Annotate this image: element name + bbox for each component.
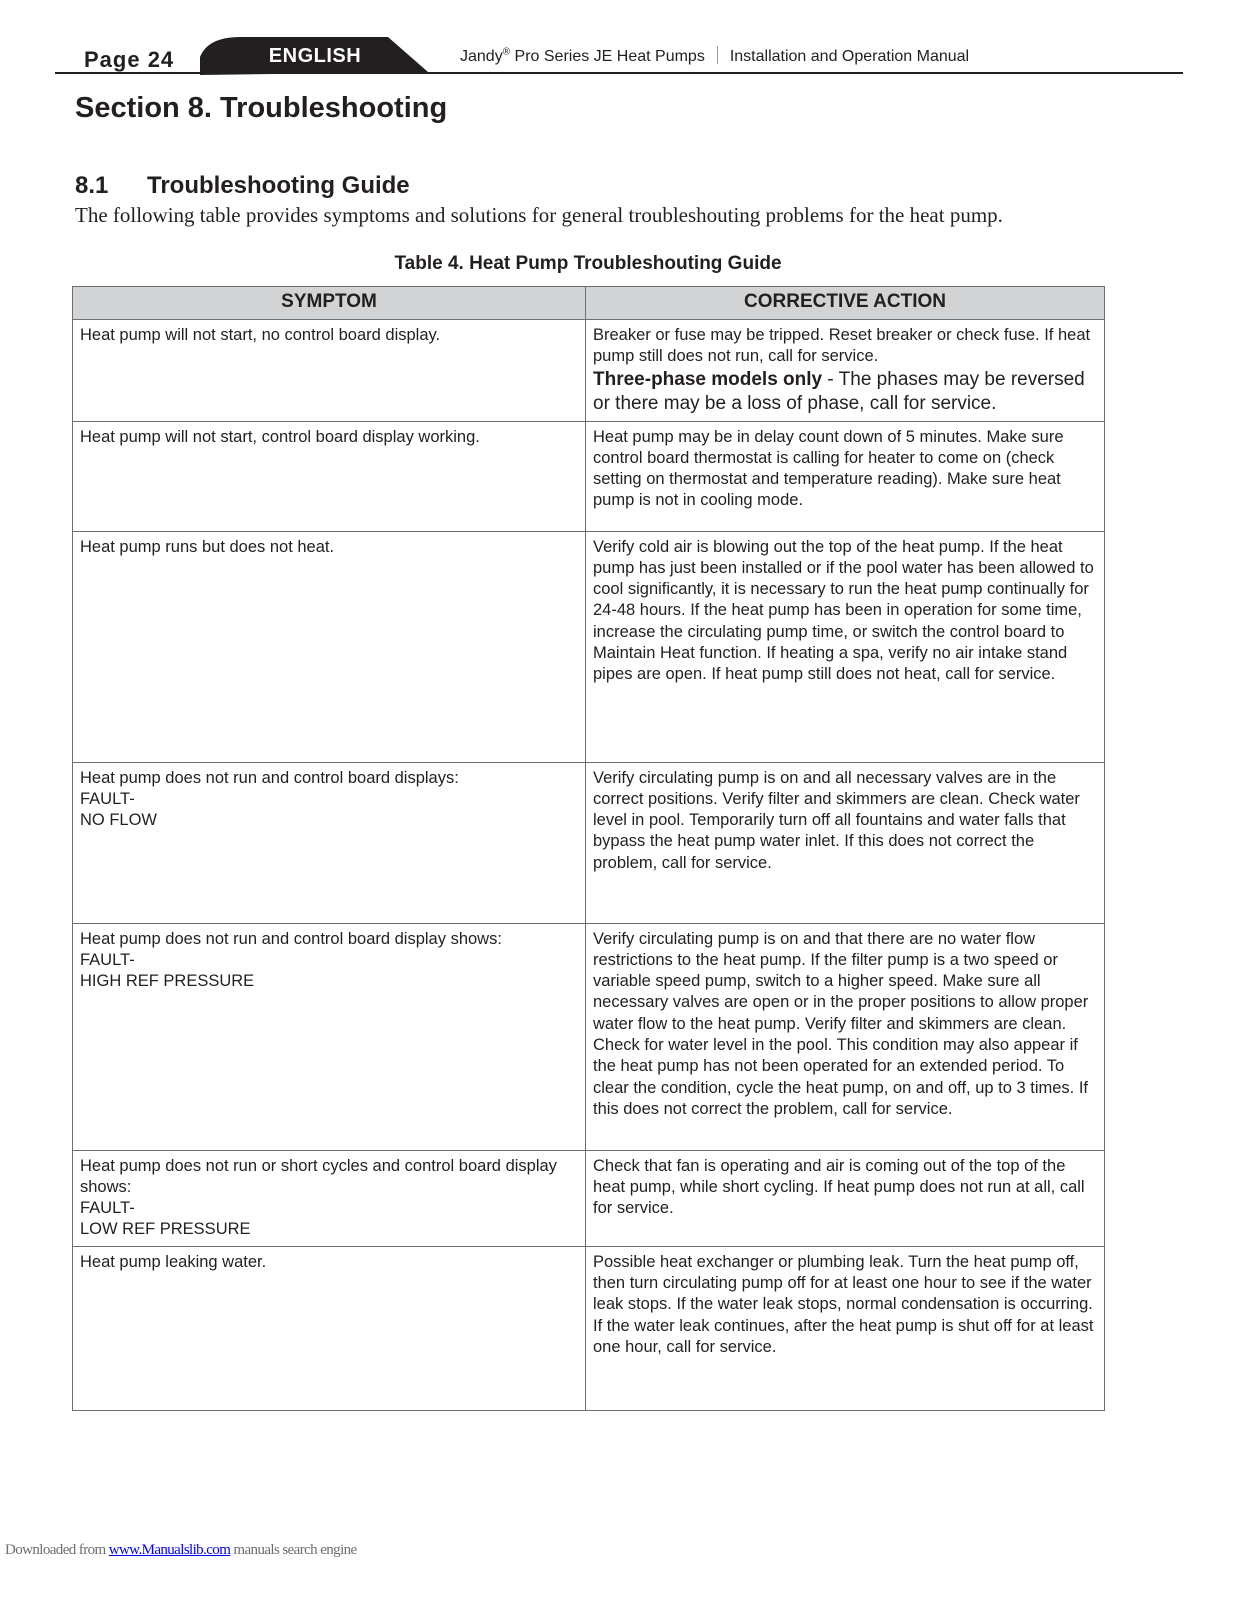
action-cell (586, 1246, 1105, 1410)
header-rule (55, 72, 1183, 74)
registered-mark: ® (502, 46, 511, 58)
subsection-title: Troubleshooting Guide (147, 172, 410, 199)
symptom-cell (73, 320, 586, 422)
header-symptom: SYMPTOM (73, 287, 586, 320)
table-row (73, 421, 1105, 531)
action-text: Verify circulating pump is on and that there are no water flow restrictions to the heat pump. If the filter pump is a two speed or variable speed pump, switch to a higher speed. Make sure all necessary valves are open or in the proper positions to allow proper water flow to the heat pump. Verify filter and skimmers are clean. Check for water level in the pool. This condition may also appear if the heat pump has not been operated for an extended period. To clear the condition, cycle the heat pump, on and off, up to 3 times. If this does not correct the problem, call for service. (593, 929, 1089, 1118)
footer-suffix: manuals search engine (230, 1542, 357, 1558)
action-note-text: - The phases may be reversed or there may be a loss of phase, call for service. (593, 368, 1085, 414)
language-tab (200, 35, 460, 75)
action-note (593, 368, 1097, 416)
table-row (73, 762, 1105, 923)
fault-label: FAULT- (80, 950, 135, 969)
action-cell (586, 421, 1105, 531)
language-tab-label: ENGLISH (268, 45, 362, 67)
table-row (73, 531, 1105, 762)
symptom-line: Heat pump runs but does not heat. (80, 537, 335, 556)
intro-paragraph: The following table provides symptoms and solutions for general troubleshouting problems for the heat pump. (75, 203, 1003, 227)
action-cell (586, 1150, 1105, 1246)
action-cell (586, 762, 1105, 923)
fault-code: HIGH REF PRESSURE (80, 972, 255, 991)
symptom-cell (73, 1246, 586, 1410)
action-text: Verify circulating pump is on and all necessary valves are in the correct positions. Verify filter and skimmers are clean. Check water level in pool. Temporarily turn off all fountains and water falls that bypass the heat pump water inlet. If this does not correct the problem, call for service. (593, 768, 1080, 872)
fault-label: FAULT- (80, 1199, 135, 1218)
brand-name: Jandy (460, 48, 503, 65)
symptom-line: Heat pump will not start, no control board display. (80, 326, 441, 344)
symptom-line: Heat pump does not run or short cycles and control board display shows: (80, 1156, 557, 1196)
symptom-cell (73, 762, 586, 923)
manual-title: Installation and Operation Manual (729, 48, 970, 65)
footer-prefix: Downloaded from (5, 1542, 109, 1558)
action-text: Verify cold air is blowing out the top of the heat pump. If the heat pump has just been installed or if the pool water has been allowed to cool significantly, it is necessary to run the heat pump continually for 24-48 hours. If the heat pump has been in operation for some time, increase the circulating pump time, or switch the control board to Maintain Heat function. If heating a spa, verify no air intake stand pipes are open. If heat pump still does not heat, call for service. (593, 537, 1094, 684)
table-row (73, 923, 1105, 1150)
action-text: Breaker or fuse may be tripped. Reset breaker or check fuse. If heat pump still does not run, call for service. (593, 326, 1091, 366)
download-footer (5, 1542, 357, 1559)
manualslib-link[interactable]: www.Manualslib.com (108, 1542, 231, 1558)
symptom-line: Heat pump will not start, control board display working. (80, 427, 480, 446)
symptom-cell (73, 421, 586, 531)
symptom-line: Heat pump leaking water. (80, 1252, 267, 1271)
header-separator (717, 46, 718, 64)
table-row (73, 1246, 1105, 1410)
section-title: Section 8. Troubleshooting (75, 92, 448, 124)
table-header-row (73, 287, 1105, 320)
symptom-cell (73, 923, 586, 1150)
header-corrective-action: CORRECTIVE ACTION (586, 287, 1105, 320)
table-row (73, 1150, 1105, 1246)
action-cell (586, 531, 1105, 762)
running-header (460, 46, 969, 66)
troubleshooting-table (72, 286, 1105, 1411)
subsection-heading (75, 172, 410, 200)
page-header (0, 0, 1237, 80)
table-caption: Table 4. Heat Pump Troubleshouting Guide (394, 253, 782, 274)
fault-code: LOW REF PRESSURE (80, 1220, 251, 1239)
action-cell (586, 320, 1105, 422)
page-number: Page 24 (84, 47, 175, 72)
subsection-number: 8.1 (75, 172, 109, 199)
symptom-line: Heat pump does not run and control board displays: (80, 768, 459, 787)
action-note-bold: Three-phase models only (593, 368, 823, 390)
symptom-cell (73, 1150, 586, 1246)
fault-label: FAULT- (80, 789, 135, 808)
table-row (73, 320, 1105, 422)
symptom-line: Heat pump does not run and control board display shows: (80, 929, 502, 948)
symptom-cell (73, 531, 586, 762)
action-text: Heat pump may be in delay count down of 5 minutes. Make sure control board thermostat is calling for heater to come on (check setting on thermostat and temperature reading). Make sure heat pump is not in cooling mode. (593, 427, 1064, 510)
action-text: Possible heat exchanger or plumbing leak. Turn the heat pump off, then turn circulating pump off for at least one hour to see if the water leak stops. If the water leak stops, normal condensation is occurring. If the water leak continues, after the heat pump is shut off for at least one hour, call for service. (593, 1252, 1094, 1356)
product-name: Pro Series JE Heat Pumps (514, 48, 705, 65)
action-cell (586, 923, 1105, 1150)
action-text: Check that fan is operating and air is coming out of the top of the heat pump, while short cycling. If heat pump does not run at all, call for service. (593, 1156, 1085, 1218)
fault-code: NO FLOW (80, 811, 157, 830)
